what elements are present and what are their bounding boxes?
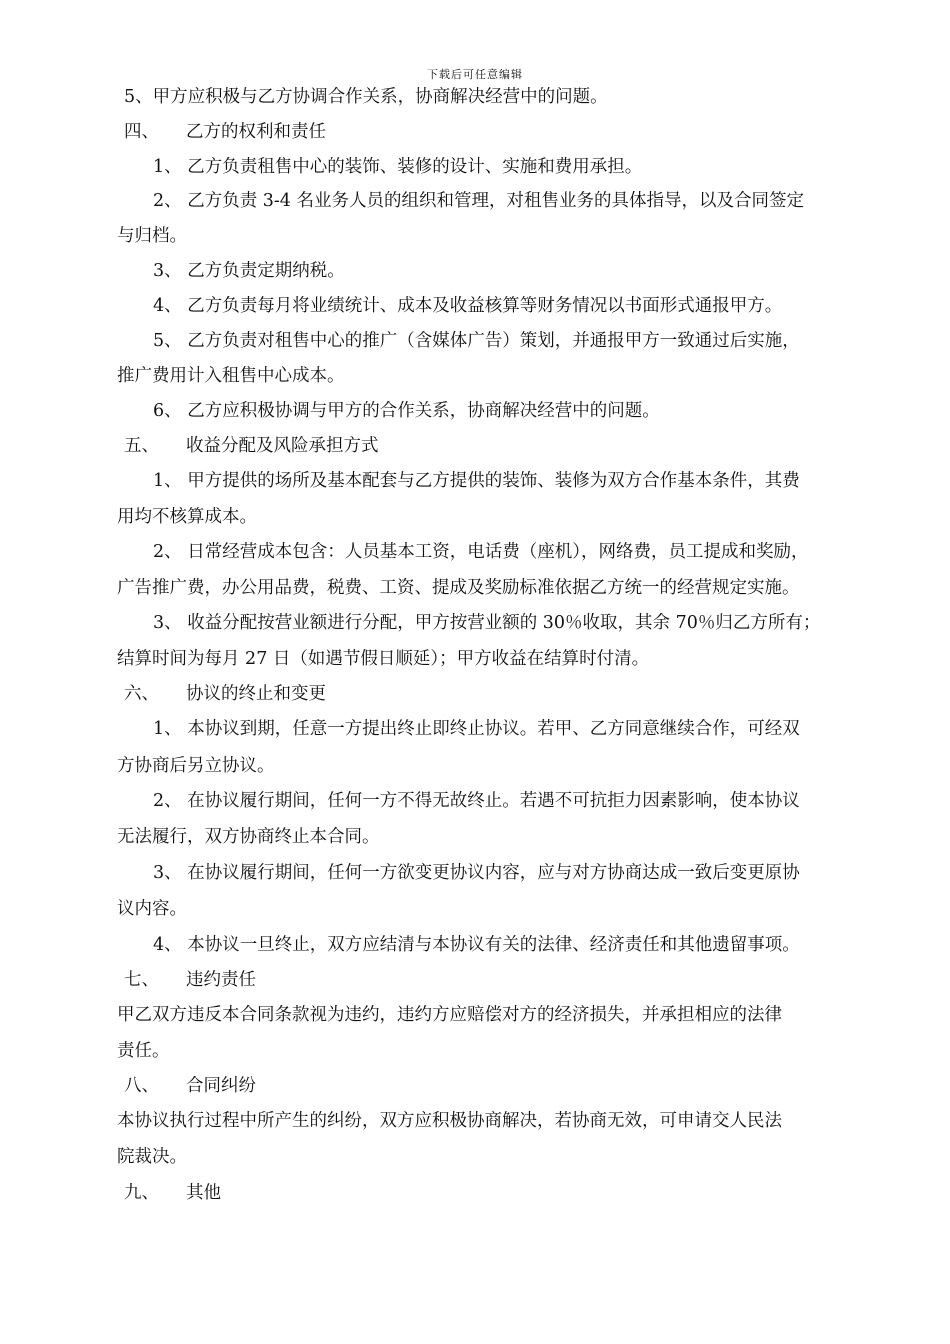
section-heading-8 <box>124 1075 256 1097</box>
heading-title: 合同纠纷 <box>186 1076 256 1096</box>
clause-8-text: 本协议执行过程中所产生的纠纷，双方应积极协商解决，若协商无效，可申请交人民法 <box>117 1111 782 1131</box>
clause-4-1: 1、 乙方负责租售中心的装饰、装修的设计、实施和费用承担。 <box>153 157 643 177</box>
clause-6-1-cont: 方协商后另立协议。 <box>117 756 275 776</box>
heading-number: 五、 <box>124 436 159 456</box>
clause-6-2: 2、 在协议履行期间，任何一方不得无故终止。若遇不可抗拒力因素影响，使本协议 <box>153 791 800 811</box>
clause-5-1-cont: 用均不核算成本。 <box>117 507 257 527</box>
heading-number: 九、 <box>124 1183 159 1203</box>
clause-5-2: 2、 日常经营成本包含：人员基本工资，电话费（座机），网络费，员工提成和奖励， <box>153 542 809 562</box>
heading-title: 其他 <box>186 1183 221 1203</box>
clause-4-2-cont: 与归档。 <box>117 226 187 246</box>
clause-6-3-cont: 议内容。 <box>117 899 187 919</box>
clause-8-text-cont: 院裁决。 <box>117 1147 187 1167</box>
clause-4-3: 3、 乙方负责定期纳税。 <box>153 261 345 281</box>
heading-title: 收益分配及风险承担方式 <box>186 436 379 456</box>
clause-6-3: 3、 在协议履行期间，任何一方欲变更协议内容，应与对方协商达成一致后变更原协 <box>153 863 800 883</box>
clause-5-1: 1、 甲方提供的场所及基本配套与乙方提供的装饰、装修为双方合作基本条件，其费 <box>153 471 800 491</box>
clause-3-5: 5、甲方应积极与乙方协调合作关系，协商解决经营中的问题。 <box>124 87 608 107</box>
section-heading-4 <box>124 121 326 143</box>
heading-title: 协议的终止和变更 <box>186 684 326 704</box>
section-heading-6 <box>124 683 326 705</box>
section-heading-9 <box>124 1182 221 1204</box>
clause-5-2-cont: 广告推广费，办公用品费，税费、工资、提成及奖励标准依据乙方统一的经营规定实施。 <box>117 578 800 598</box>
clause-5-3-cont: 结算时间为每月 27 日（如遇节假日顺延）；甲方收益在结算时付清。 <box>117 649 650 669</box>
clause-6-4: 4、 本协议一旦终止，双方应结清与本协议有关的法律、经济责任和其他遗留事项。 <box>153 935 800 955</box>
clause-4-5: 5、 乙方负责对租售中心的推广（含媒体广告）策划，并通报甲方一致通过后实施， <box>153 331 800 351</box>
heading-number: 七、 <box>124 970 159 990</box>
clause-4-6: 6、 乙方应积极协调与甲方的合作关系，协商解决经营中的问题。 <box>153 401 660 421</box>
clause-4-4: 4、 乙方负责每月将业绩统计、成本及收益核算等财务情况以书面形式通报甲方。 <box>153 296 783 316</box>
heading-title: 违约责任 <box>186 970 256 990</box>
clause-7-text: 甲乙双方违反本合同条款视为违约，违约方应赔偿对方的经济损失，并承担相应的法律 <box>117 1005 782 1025</box>
clause-7-text-cont: 责任。 <box>117 1041 170 1061</box>
heading-number: 八、 <box>124 1076 159 1096</box>
clause-5-3: 3、 收益分配按营业额进行分配，甲方按营业额的 30％收取，其余 70％归乙方所有； <box>153 613 821 633</box>
clause-6-1: 1、 本协议到期，任意一方提出终止即终止协议。若甲、乙方同意继续合作，可经双 <box>153 719 800 739</box>
header-note: 下载后可任意编辑 <box>427 68 523 81</box>
heading-number: 四、 <box>124 122 159 142</box>
clause-6-2-cont: 无法履行，双方协商终止本合同。 <box>117 827 380 847</box>
section-heading-7 <box>124 969 256 991</box>
heading-title: 乙方的权利和责任 <box>186 122 326 142</box>
clause-4-5-cont: 推广费用计入租售中心成本。 <box>117 366 345 386</box>
section-heading-5 <box>124 435 379 457</box>
heading-number: 六、 <box>124 684 159 704</box>
clause-4-2: 2、 乙方负责 3-4 名业务人员的组织和管理，对租售业务的具体指导，以及合同签定 <box>153 191 805 211</box>
